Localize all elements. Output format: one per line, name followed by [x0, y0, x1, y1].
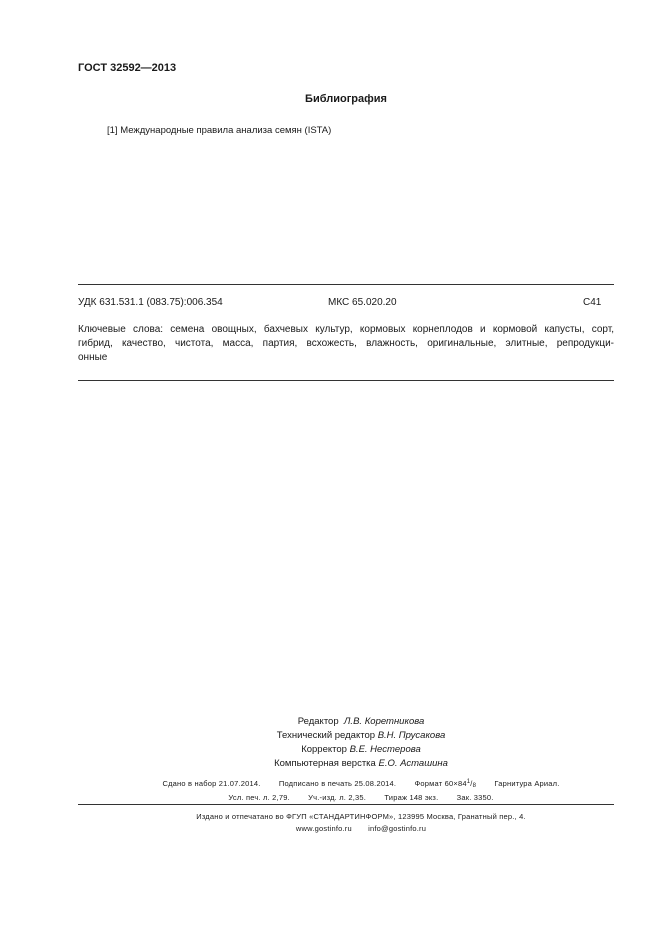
credit-layout: [0, 757, 661, 771]
credit-name: Е.О. Асташина: [378, 758, 448, 769]
credit-name: В.Н. Прусакова: [377, 730, 446, 741]
udk-code: УДК 631.531.1 (083.75):006.354: [78, 297, 223, 308]
pub-sheets: Уч.-изд. л. 2,35.: [308, 793, 367, 802]
keywords-block: [78, 323, 614, 365]
credit-proofreader: [0, 743, 661, 757]
credit-name: В.Е. Нестерова: [349, 744, 421, 755]
print-info-line-2: [0, 792, 661, 804]
print-info-line-1: [0, 776, 661, 792]
document-code: ГОСТ 32592—2013: [78, 62, 177, 74]
print-run: Тираж 148 экз.: [384, 793, 439, 802]
publisher-email[interactable]: info@gostinfo.ru: [368, 824, 427, 833]
divider-bottom: [78, 804, 614, 805]
publisher-contacts: [0, 823, 661, 835]
credit-editor: [0, 715, 661, 729]
keywords-line: Ключевые слова: семена овощных, бахчевых культур, кормовых корнеплодов и кормовой капусты, сорт,: [78, 324, 614, 335]
credit-role: Корректор: [301, 744, 347, 755]
bibliography-title: Библиография: [305, 93, 387, 105]
mks-code: МКС 65.020.20: [328, 297, 397, 308]
credit-role: Компьютерная верстка: [274, 758, 376, 769]
keywords-line: онные: [78, 352, 108, 363]
print-sheets: Усл. печ. л. 2,79.: [228, 793, 290, 802]
signed-date: Подписано в печать 25.08.2014.: [278, 779, 397, 788]
publisher-address: Издано и отпечатано во ФГУП «СТАНДАРТИНФОРМ», 123995 Москва, Гранатный пер., 4.: [196, 812, 526, 821]
paper-format: Формат $60\times 84^1/_8$: [414, 779, 477, 789]
publisher-website[interactable]: www.gostinfo.ru: [295, 824, 352, 833]
publisher-info: [0, 811, 661, 835]
typeface: Гарнитура Ариал.: [494, 779, 560, 788]
order-number: Зак. 3350.: [456, 793, 494, 802]
credit-name: Л.В. Коретникова: [343, 716, 425, 727]
typeset-date: Сдано в набор 21.07.2014.: [162, 779, 261, 788]
keywords-line: гибрид, качество, чистота, масса, партия, всхожесть, влажность, оригинальные, элитные, репродукци-: [78, 338, 614, 349]
credit-tech-editor: [0, 729, 661, 743]
credit-role: Технический редактор: [276, 730, 376, 741]
credits-block: [0, 715, 661, 771]
print-info: [0, 776, 661, 804]
divider-top: [78, 284, 614, 285]
credit-role: Редактор: [297, 716, 339, 727]
okp-code: С41: [583, 297, 602, 308]
divider-middle: [78, 380, 614, 381]
bibliography-item: [1] Международные правила анализа семян (ISTA): [107, 125, 332, 136]
